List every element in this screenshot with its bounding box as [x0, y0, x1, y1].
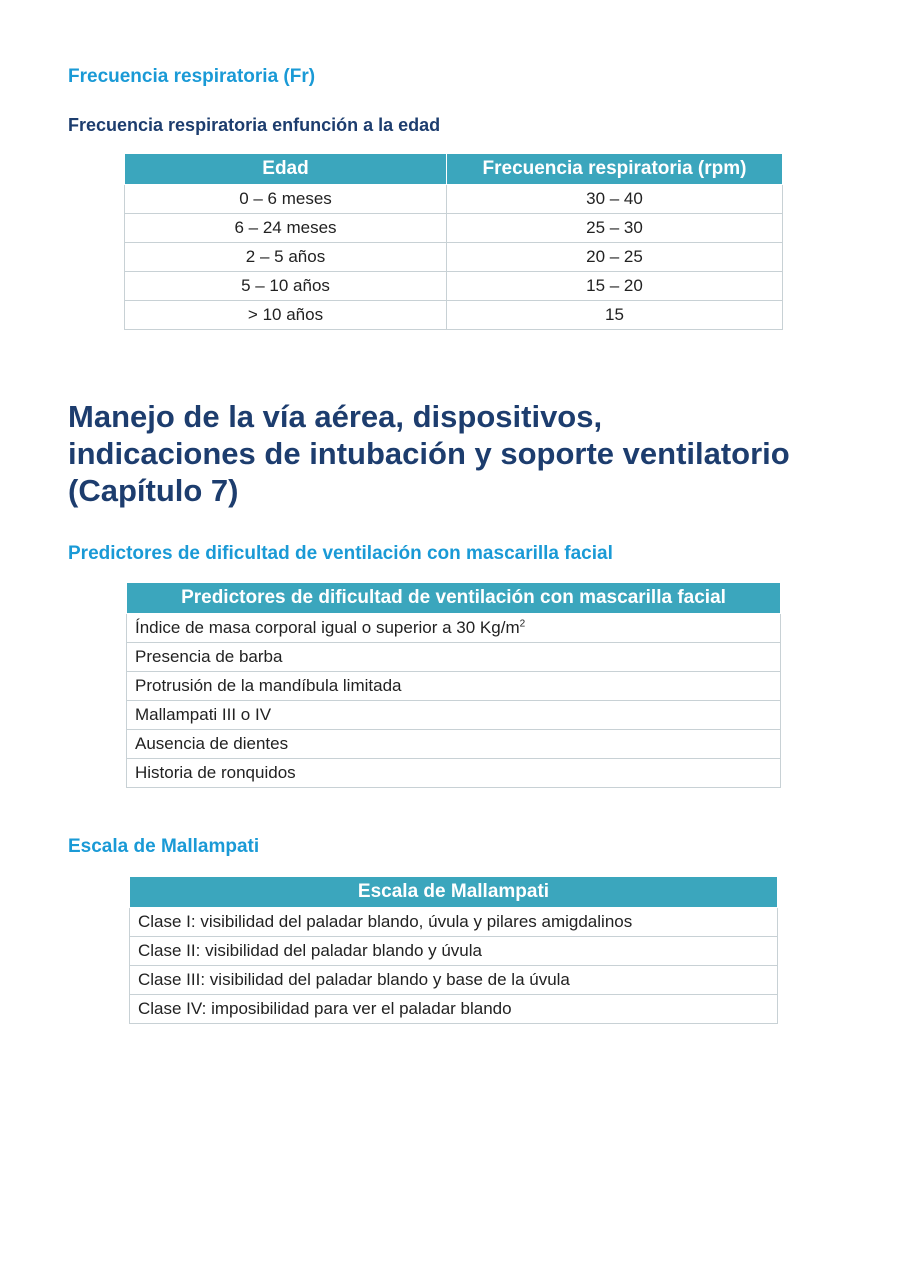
table-cell-class: Clase I: visibilidad del paladar blando, úvula y pilares amigdalinos — [130, 908, 778, 937]
section-title-respiratory-rate: Frecuencia respiratoria (Fr) — [68, 66, 316, 87]
column-header-mallampati: Escala de Mallampati — [130, 877, 778, 908]
table-cell-age: 2 – 5 años — [125, 243, 447, 272]
chapter-title-line: Manejo de la vía aérea, dispositivos, — [68, 399, 603, 434]
table-cell-class: Clase III: visibilidad del paladar blando y base de la úvula — [130, 966, 778, 995]
mallampati-scale-table — [129, 876, 778, 1024]
table-cell-rate: 30 – 40 — [447, 185, 783, 214]
table-header-row — [130, 877, 778, 908]
table-row — [127, 672, 781, 701]
table-row — [125, 301, 783, 330]
table-row — [125, 272, 783, 301]
superscript-two: 2 — [519, 618, 526, 630]
table-row — [125, 243, 783, 272]
section-title-mask-predictors: Predictores de dificultad de ventilación con mascarilla facial — [68, 543, 613, 564]
table-row — [130, 937, 778, 966]
table-cell-age: 0 – 6 meses — [125, 185, 447, 214]
predictor-text: Índice de masa corporal igual o superior a 30 Kg/m — [135, 618, 520, 637]
table-cell-age: > 10 años — [125, 301, 447, 330]
table-cell-predictor: Presencia de barba — [127, 643, 781, 672]
table-cell-rate: 15 – 20 — [447, 272, 783, 301]
chapter-title-line: (Capítulo 7) — [68, 473, 239, 508]
section-title-mallampati: Escala de Mallampati — [68, 836, 260, 857]
table-row — [127, 643, 781, 672]
table-cell-predictor: Ausencia de dientes — [127, 730, 781, 759]
table-cell-age: 5 – 10 años — [125, 272, 447, 301]
table-cell-rate: 20 – 25 — [447, 243, 783, 272]
table-cell-age: 6 – 24 meses — [125, 214, 447, 243]
table-cell-predictor — [127, 614, 781, 643]
table-header-row — [127, 583, 781, 614]
table-row — [130, 908, 778, 937]
table-cell-predictor: Protrusión de la mandíbula limitada — [127, 672, 781, 701]
column-header-rate: Frecuencia respiratoria (rpm) — [447, 154, 783, 185]
table-cell-class: Clase IV: imposibilidad para ver el paladar blando — [130, 995, 778, 1024]
chapter-title-line: indicaciones de intubación y soporte ventilatorio — [68, 436, 790, 471]
table-header-row — [125, 154, 783, 185]
table-row — [127, 759, 781, 788]
table-cell-rate: 25 – 30 — [447, 214, 783, 243]
table-row — [125, 214, 783, 243]
subsection-title-rate-by-age: Frecuencia respiratoria enfunción a la edad — [68, 115, 441, 135]
table-row — [125, 185, 783, 214]
respiratory-rate-table — [124, 153, 783, 330]
table-row — [127, 730, 781, 759]
column-header-age: Edad — [125, 154, 447, 185]
table-cell-predictor: Mallampati III o IV — [127, 701, 781, 730]
table-row — [127, 614, 781, 643]
table-cell-class: Clase II: visibilidad del paladar blando y úvula — [130, 937, 778, 966]
table-cell-predictor: Historia de ronquidos — [127, 759, 781, 788]
mask-ventilation-predictors-table — [126, 582, 781, 788]
table-row — [130, 995, 778, 1024]
table-cell-rate: 15 — [447, 301, 783, 330]
column-header-predictors: Predictores de dificultad de ventilación con mascarilla facial — [127, 583, 781, 614]
table-row — [127, 701, 781, 730]
table-row — [130, 966, 778, 995]
chapter-title — [68, 398, 888, 509]
